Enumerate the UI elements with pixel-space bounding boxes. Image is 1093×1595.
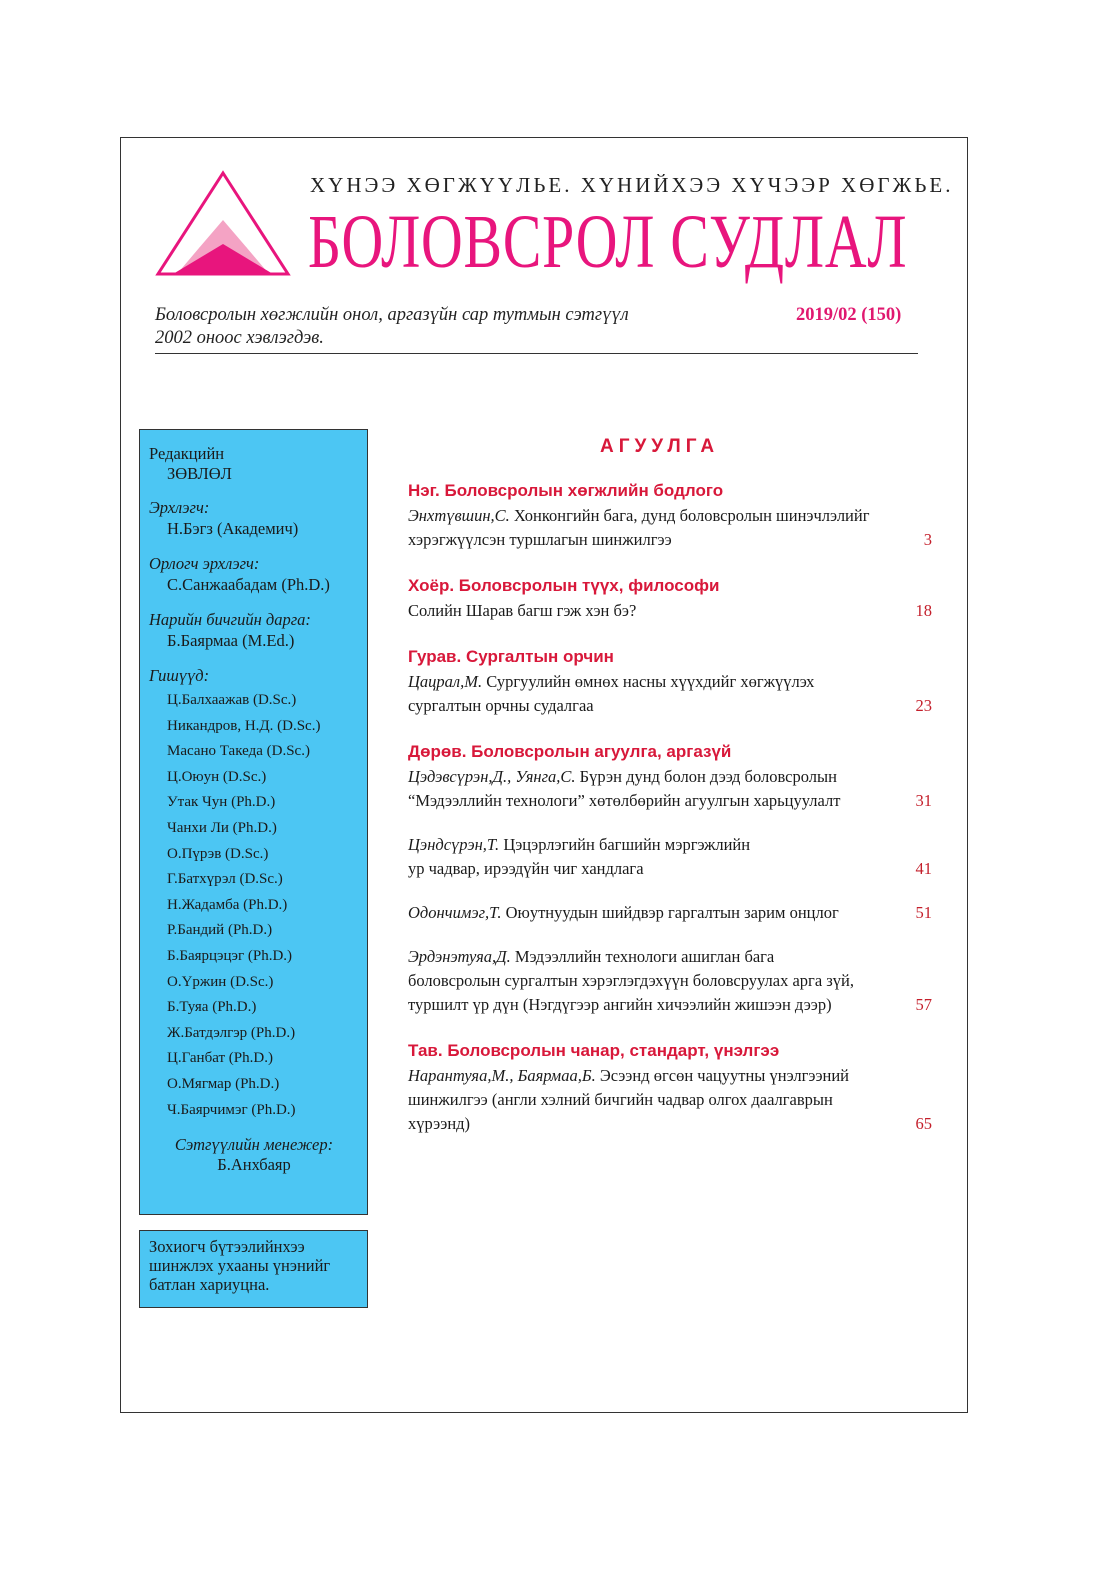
manager-name: Б.Анхбаяр xyxy=(217,1155,291,1175)
entry-title-text: туршилт үр дүн (Нэгдүгээр ангийн хичээлийн жишээн дээр) xyxy=(408,995,832,1014)
page-number: 41 xyxy=(915,859,932,878)
entry-line xyxy=(408,1112,898,1136)
entry-author: Нарантуяа,М., Баярмаа,Б. xyxy=(408,1066,596,1085)
toc-section xyxy=(408,741,934,1017)
entry-title-text: Хонконгийн бага, дунд боловсролын шинэчлэлийг xyxy=(513,506,870,525)
entry-author: Эрдэнэтуяа,Д. xyxy=(408,947,511,966)
entry-author: Одончимэг,Т. xyxy=(408,903,502,922)
toc-entry xyxy=(408,670,934,718)
member-item: Г.Батхүрэл (D.Sc.) xyxy=(167,871,283,888)
entry-author: Цэндсүрэн,Т. xyxy=(408,835,500,854)
member-item: Ц.Ганбат (Ph.D.) xyxy=(167,1050,273,1067)
entry-line xyxy=(408,1064,898,1088)
entry-title-text: шинжилгээ (англи хэлний бичгийн чадвар олгох даалгаврын xyxy=(408,1090,833,1109)
member-item: Ц.Оюун (D.Sc.) xyxy=(167,768,267,785)
journal-subtitle xyxy=(155,304,775,350)
page-number: 51 xyxy=(915,903,932,922)
member-item: Чанхи Ли (Ph.D.) xyxy=(167,819,277,836)
entry-line xyxy=(408,765,898,789)
entry-title-text: хэрэгжүүлсэн туршлагын шинжилгээ xyxy=(408,530,672,549)
entry-title-text: Солийн Шарав багш гэж хэн бэ? xyxy=(408,601,637,620)
subtitle-line: Боловсролын хөгжлийн онол, аргазүйн сар тутмын сэтгүүл xyxy=(155,305,629,325)
secretary-role: Нарийн бичгийн дарга: xyxy=(149,610,311,629)
entry-line xyxy=(408,670,898,694)
entry-line xyxy=(408,901,898,925)
table-of-contents xyxy=(408,480,934,1159)
entry-title-text: Эсээнд өгсөн чацуутны үнэлгээний xyxy=(599,1066,850,1085)
journal-title: БОЛОВСРОЛ СУДЛАЛ xyxy=(308,200,908,284)
editorial-heading-line: Редакцийн xyxy=(149,444,225,463)
member-item: Ч.Баярчимэг (Ph.D.) xyxy=(167,1101,296,1118)
entry-line xyxy=(408,833,898,857)
page-number: 57 xyxy=(915,995,932,1014)
entry-title-text: хүрээнд) xyxy=(408,1114,471,1133)
toc-entry xyxy=(408,765,934,813)
member-item: Р.Бандий (Ph.D.) xyxy=(167,922,273,939)
page-number: 18 xyxy=(915,601,932,620)
member-item: Н.Жадамба (Ph.D.) xyxy=(167,896,288,913)
chair-name: Н.Бэгз (Академич) xyxy=(167,519,299,538)
entry-author: Цацрал,М. xyxy=(408,672,483,691)
page-number: 31 xyxy=(915,791,932,810)
members-list xyxy=(149,688,359,1123)
member-item: Масано Такеда (D.Sc.) xyxy=(167,743,310,760)
member-item: Б.Туяа (Ph.D.) xyxy=(167,999,257,1016)
journal-motto: ХҮНЭЭ ХӨГЖҮҮЛЬЕ. ХҮНИЙХЭЭ ХҮЧЭЭР ХӨГЖЬЕ. xyxy=(310,173,954,197)
header-divider xyxy=(155,353,918,354)
triangle-logo-icon xyxy=(155,170,291,278)
entry-line xyxy=(408,599,898,623)
entry-line xyxy=(408,789,898,813)
section-title: Хоёр. Боловсролын түүх, философи xyxy=(408,576,720,595)
entry-title-text: сургалтын орчны судалгаа xyxy=(408,696,594,715)
note-line: Зохиогч бүтээлийнхээ xyxy=(149,1237,305,1256)
entry-title-text: Сургуулийн өмнөх насны хүүхдийг хөгжүүлэх xyxy=(486,672,815,691)
entry-line xyxy=(408,504,898,528)
section-title: Дөрөв. Боловсролын агуулга, аргазүй xyxy=(408,742,732,761)
issue-number: 2019/02 (150) xyxy=(796,305,902,325)
note-line: батлан хариуцна. xyxy=(149,1275,270,1294)
toc-section xyxy=(408,480,934,552)
section-title: Гурав. Сургалтын орчин xyxy=(408,647,614,666)
chair-role: Эрхлэгч: xyxy=(149,498,210,517)
manager-role: Сэтгүүлийн менежер: xyxy=(174,1135,334,1155)
toc-entry xyxy=(408,901,934,925)
entry-line xyxy=(408,528,898,552)
toc-entry xyxy=(408,504,934,552)
member-item: О.Пүрэв (D.Sc.) xyxy=(167,845,269,862)
page-number: 65 xyxy=(915,1114,932,1133)
member-item: Утак Чун (Ph.D.) xyxy=(167,794,276,811)
entry-author: Энхтүвшин,С. xyxy=(408,506,510,525)
manager-block xyxy=(149,1135,359,1175)
disclaimer-note xyxy=(139,1230,368,1308)
entry-title-text: Мэдээллийн технологи ашиглан бага xyxy=(514,947,775,966)
member-item: О.Үржин (D.Sc.) xyxy=(167,973,274,990)
entry-line xyxy=(408,969,898,993)
toc-entry xyxy=(408,833,934,881)
member-item: Ц.Балхаажав (D.Sc.) xyxy=(167,692,297,708)
toc-entry xyxy=(408,945,934,1017)
entry-title-text: “Мэдээллийн технологи” хөтөлбөрийн агуулгын харьцуулалт xyxy=(408,791,841,810)
entry-title-text: ур чадвар, ирээдүйн чиг хандлага xyxy=(408,859,644,878)
deputy-role: Орлогч эрхлэгч: xyxy=(149,554,260,573)
entry-title-text: Цэцэрлэгийн багшийн мэргэжлийн xyxy=(503,835,751,854)
section-title: Нэг. Боловсролын хөгжлийн бодлого xyxy=(408,481,724,500)
toc-section xyxy=(408,575,934,623)
member-item: Б.Баярцэцэг (Ph.D.) xyxy=(167,947,293,964)
entry-title-text: Оюутнуудын шийдвэр гаргалтын зарим онцлог xyxy=(505,903,839,922)
section-title: Тав. Боловсролын чанар, стандарт, үнэлгээ xyxy=(408,1041,780,1060)
note-line: шинжлэх ухааны үнэнийг xyxy=(149,1256,331,1275)
page-number: 3 xyxy=(923,530,932,549)
secretary-name: Б.Баярмаа (M.Ed.) xyxy=(167,631,295,650)
member-item: Никандров, Н.Д. (D.Sc.) xyxy=(167,717,321,734)
entry-line xyxy=(408,1088,898,1112)
entry-line xyxy=(408,694,898,718)
page-number: 23 xyxy=(915,696,932,715)
entry-line xyxy=(408,945,898,969)
entry-title-text: Бүрэн дунд болон дээд боловсролын xyxy=(579,767,837,786)
editorial-heading xyxy=(149,444,359,484)
editorial-board-panel xyxy=(139,429,368,1215)
toc-entry xyxy=(408,599,934,623)
member-item: Ж.Батдэлгэр (Ph.D.) xyxy=(167,1024,296,1041)
entry-title-text: боловсролын сургалтын хэрэглэгдэхүүн боловсруулах арга зүй, xyxy=(408,971,854,990)
toc-section xyxy=(408,1040,934,1136)
editorial-heading-line: ЗӨВЛӨЛ xyxy=(167,464,232,483)
entry-line xyxy=(408,993,898,1017)
entry-line xyxy=(408,857,898,881)
members-role: Гишүүд: xyxy=(149,666,210,685)
toc-section xyxy=(408,646,934,718)
member-item: О.Мягмар (Ph.D.) xyxy=(167,1075,280,1092)
contents-title: АГУУЛГА xyxy=(600,436,720,457)
subtitle-line: 2002 оноос хэвлэгдэв. xyxy=(155,328,324,348)
deputy-name: С.Санжаабадам (Ph.D.) xyxy=(167,575,330,594)
entry-author: Цэдэвсүрэн,Д., Уянга,С. xyxy=(408,767,576,786)
toc-entry xyxy=(408,1064,934,1136)
